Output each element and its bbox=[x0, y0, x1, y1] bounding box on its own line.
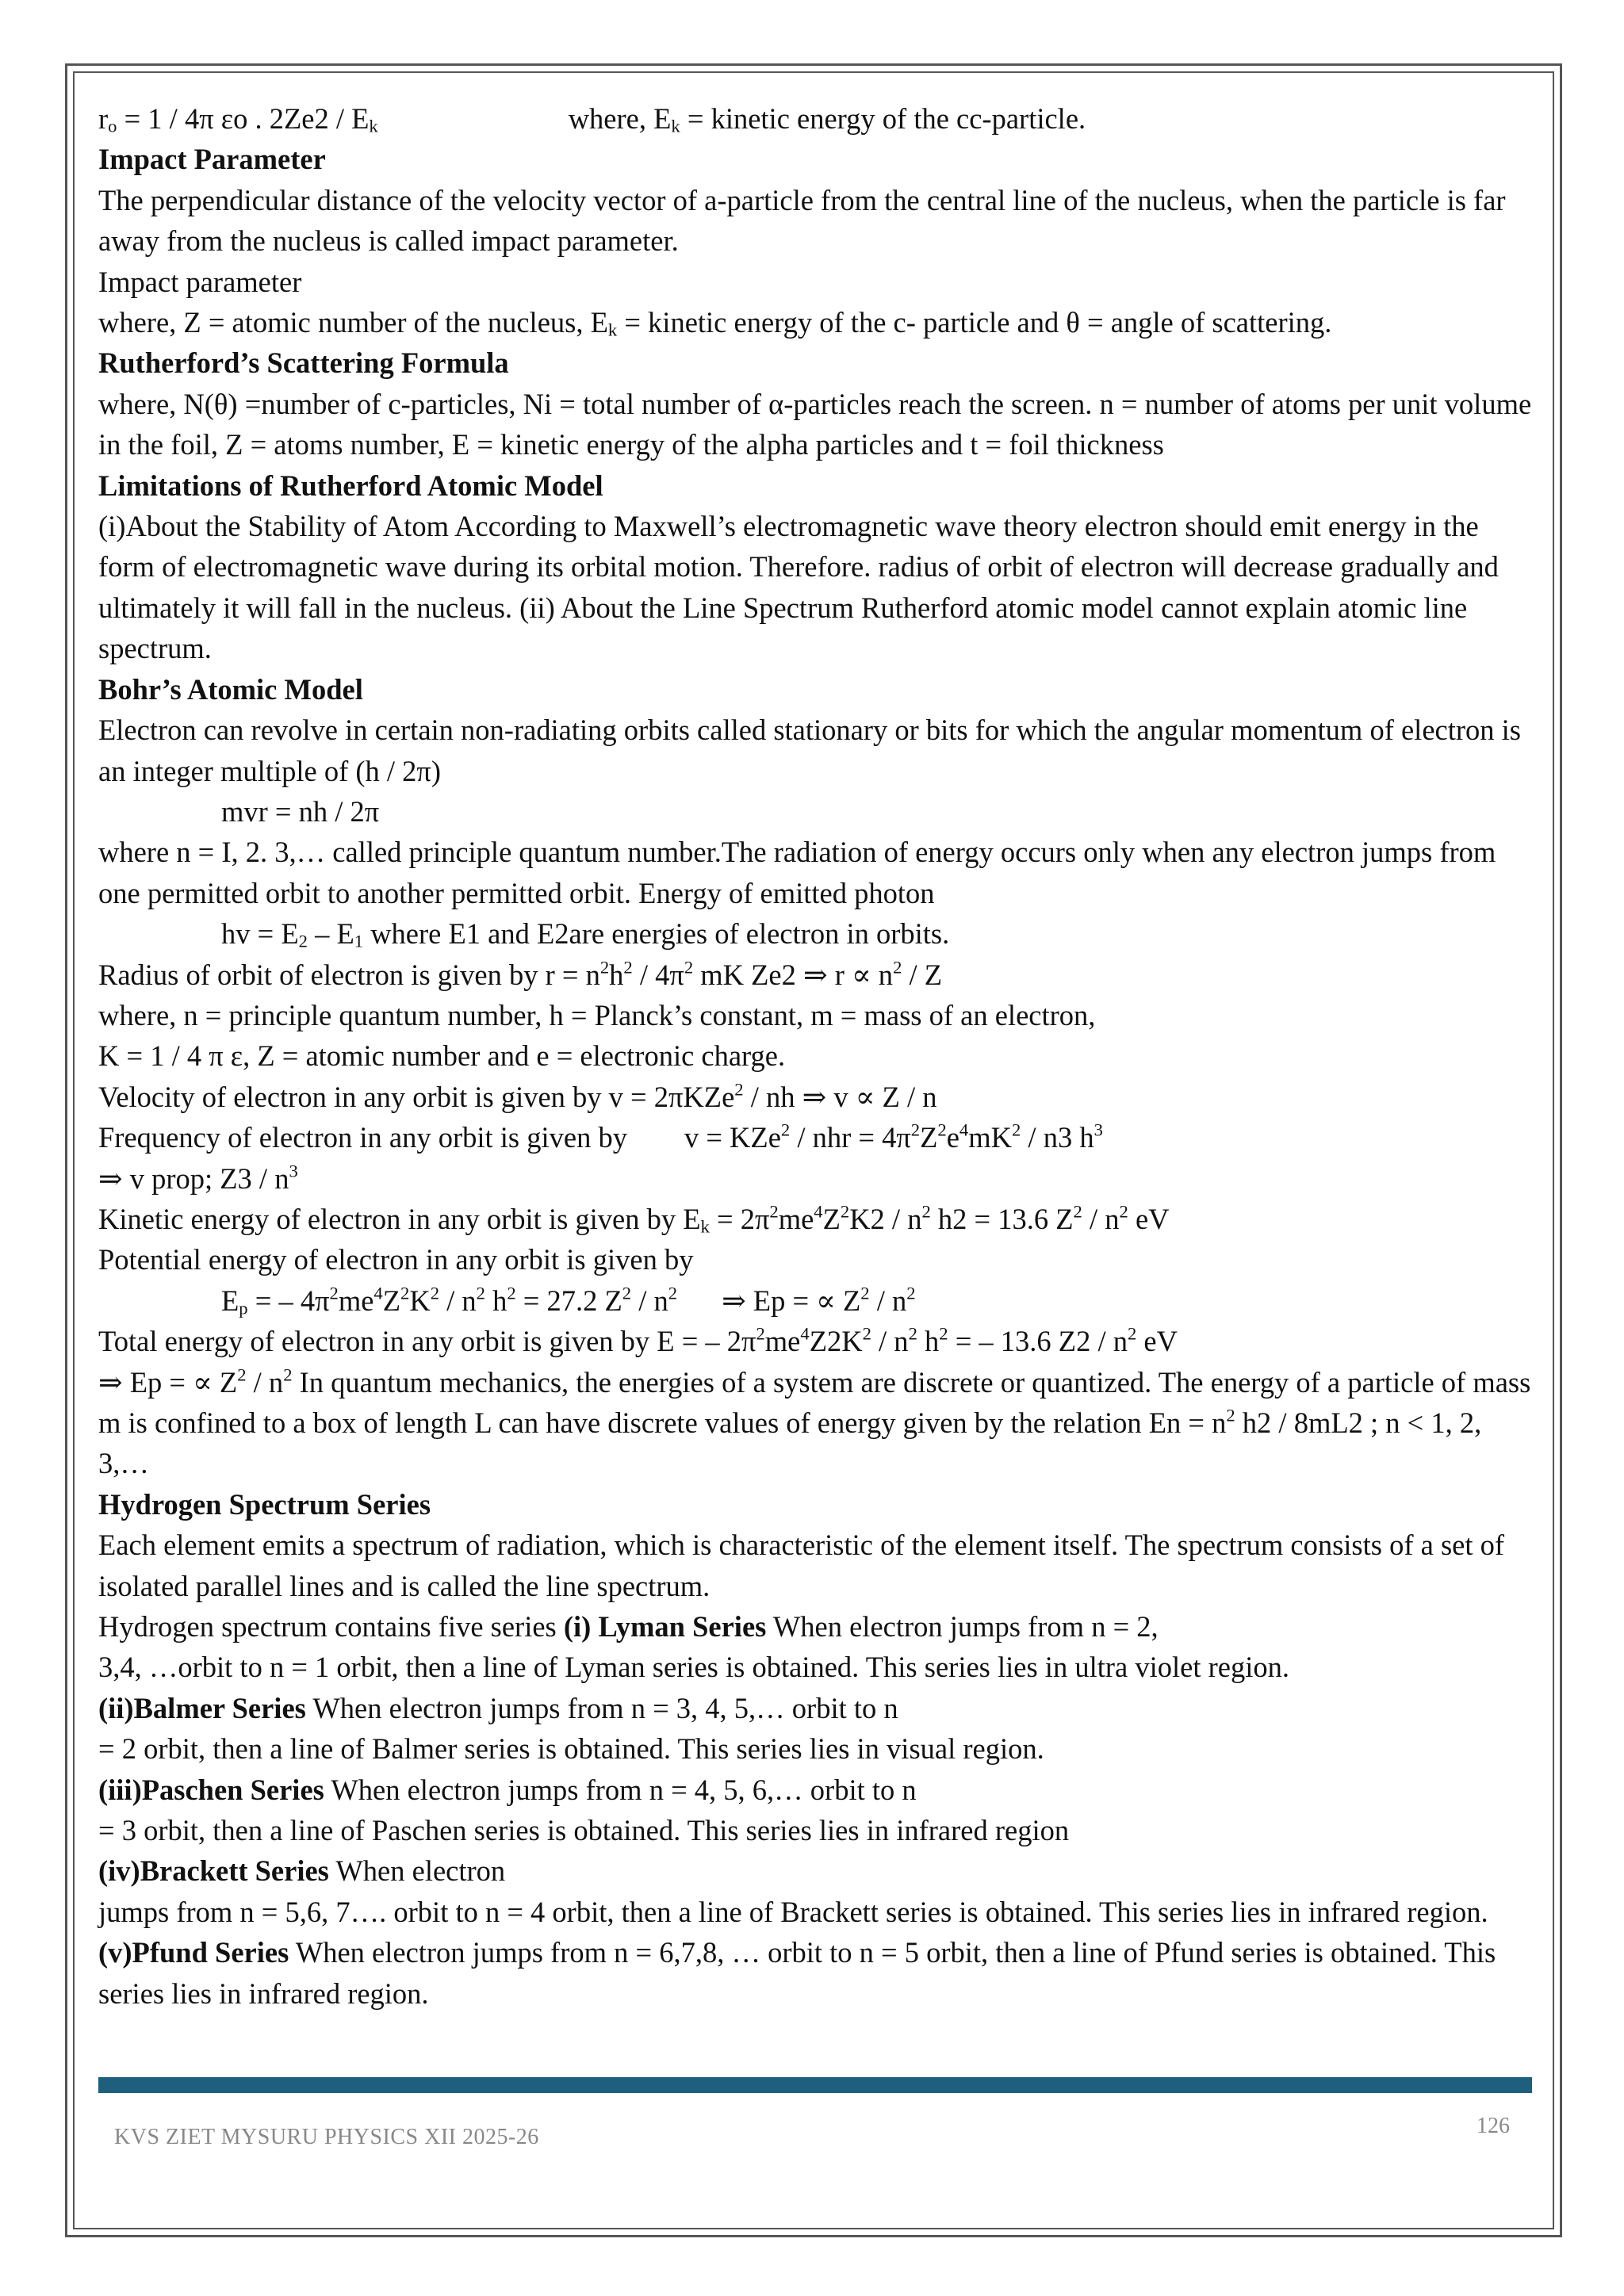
impact-definition: The perpendicular distance of the velocity vector of a-particle from the central line of the nucleus, when the particle is far away from the nucleus is called impact parameter. bbox=[98, 183, 1506, 258]
paschen-series-line-1: (iii)Paschen Series When electron jumps from n = 4, 5, 6,… orbit to n bbox=[98, 1773, 917, 1806]
impact-where: where, Z = atomic number of the nucleus, $E_k$ = kinetic energy of the c- particle and θ = angle of scattering. bbox=[98, 306, 1332, 340]
brackett-series-line-1: (iv)Brackett Series When electron bbox=[98, 1854, 506, 1888]
quantum-mechanics-text: ⇒ Ep = ∝ $Z^2 / n^2$ In quantum mechanics, the energies of a system are discrete or quantized. The energy of a particle of mass m is confined to a box of length L can have discrete values of energy given by the relation $En = n^2$ h2 / 8mL2 ; n < 1, 2, 3,… bbox=[98, 1364, 1531, 1480]
bohr-where: where n = I, 2. 3,… called principle quantum number.The radiation of energy occurs only when any electron jumps from one permitted orbit to another permitted orbit. Energy of emitted photon bbox=[98, 836, 1496, 909]
heading-hydrogen-spectrum: Hydrogen Spectrum Series bbox=[98, 1487, 431, 1521]
radius-where-1: where, n = principle quantum number, h = Planck’s constant, m = mass of an electron, bbox=[98, 998, 1096, 1031]
photon-energy-equation: hv = $E_2 - E_1$ where E1 and E2are energies of electron in orbits. bbox=[221, 917, 950, 951]
radius-where-2: K = 1 / 4 π ε, Z = atomic number and e = electronic charge. bbox=[98, 1039, 786, 1073]
heading-limitations: Limitations of Rutherford Atomic Model bbox=[98, 469, 603, 502]
total-energy-formula: Total energy of electron in any orbit is given by E = – $2\pi^2me^4Z2K^2 / n^2$ $h^2$ = – 13.6 $Z2 / n^2$ eV bbox=[98, 1323, 1178, 1358]
page-number: 126 bbox=[1477, 2114, 1510, 2138]
heading-impact-parameter: Impact Parameter bbox=[98, 143, 326, 176]
heading-bohr-model: Bohr’s Atomic Model bbox=[98, 672, 363, 706]
rutherford-where: where, N(θ) =number of c-particles, Ni = total number of α-particles reach the screen. n = number of atoms per unit volume in the foil, Z = atoms number, E = kinetic energy of the alpha particles and t = foil thickness bbox=[98, 387, 1532, 461]
balmer-series-line-1: (ii)Balmer Series When electron jumps from n = 3, 4, 5,… orbit to n bbox=[98, 1691, 898, 1724]
page-body bbox=[98, 98, 1534, 2014]
lyman-series-line-2: 3,4, …orbit to n = 1 orbit, then a line of Lyman series is obtained. This series lies in ultra violet region. bbox=[98, 1651, 1289, 1684]
velocity-formula: Velocity of electron in any orbit is given by v = 2πKZe$^2$ / nh ⇒ v ∝ Z / n bbox=[98, 1079, 937, 1113]
heading-rutherford-formula: Rutherford’s Scattering Formula bbox=[98, 346, 509, 380]
frequency-formula: Frequency of electron in any orbit is given by v = KZe$^2$ / nhr = $4\pi^2Z^2e^4mK^2 / n3$ $h^3$ bbox=[98, 1119, 1103, 1154]
impact-label: Impact parameter bbox=[98, 265, 302, 298]
bohr-equation: mvr = nh / 2π bbox=[221, 794, 380, 828]
pfund-series: (v)Pfund Series When electron jumps from n = 6,7,8, … orbit to n = 5 orbit, then a line of Pfund series is obtained. This series lies in infrared region. bbox=[98, 1936, 1496, 2010]
footer-title: KVS ZIET MYSURU PHYSICS XII 2025-26 bbox=[114, 2125, 539, 2149]
radius-formula: Radius of orbit of electron is given by $r = n^2h^2 / 4\pi^2$ mK Ze2 ⇒ $r \propto n^2 / Z$ bbox=[98, 956, 943, 991]
footer-rule-bar bbox=[98, 2077, 1532, 2093]
frequency-proportionality: ⇒ v prop; $Z3 / n^3$ bbox=[98, 1160, 298, 1195]
balmer-series-line-2: = 2 orbit, then a line of Balmer series is obtained. This series lies in visual region. bbox=[98, 1732, 1044, 1766]
paschen-series-line-2: = 3 orbit, then a line of Paschen series is obtained. This series lies in infrared region bbox=[98, 1814, 1070, 1847]
bohr-text: Electron can revolve in certain non-radiating orbits called stationary or bits for which the angular momentum of electron is an integer multiple of (h / 2π) bbox=[98, 714, 1521, 787]
potential-energy-formula: $E_p$ = – $4\pi^2me^4Z^2K^2 / n^2$ $h^2 = 27.2$ $Z^2 / n^2$ ⇒ Ep = ∝ $Z^2 / n^2$ bbox=[221, 1283, 916, 1318]
potential-energy-text: Potential energy of electron in any orbit is given by bbox=[98, 1243, 694, 1276]
limitations-text: (i)About the Stability of Atom According to Maxwell’s electromagnetic wave theory electron should emit energy in the form of electromagnetic wave during its orbital motion. Therefore. radius of orbit of electron will decrease gradually and ultimately it will fall in the nucleus. (ii) About the Line Spectrum Rutherford atomic model cannot explain atomic line spectrum. bbox=[98, 510, 1499, 665]
hydrogen-text: Each element emits a spectrum of radiation, which is characteristic of the element itself. The spectrum consists of a set of isolated parallel lines and is called the line spectrum. bbox=[98, 1529, 1505, 1602]
kinetic-energy-formula: Kinetic energy of electron in any orbit is given by $E_k = 2\pi^2me^4Z^2K2 / n^2$ h2 = 13.6 $Z^2 / n^2$ eV bbox=[98, 1201, 1170, 1237]
closest-approach-formula: $r_o = 1 / 4\pi$ εo . $2Ze2 / E_k$ where, $E_k$ = kinetic energy of the cc-particle. bbox=[98, 102, 1086, 136]
lyman-series-line-1: Hydrogen spectrum contains five series (i) Lyman Series When electron jumps from n = 2, bbox=[98, 1610, 1159, 1644]
brackett-series-line-2: jumps from n = 5,6, 7…. orbit to n = 4 orbit, then a line of Brackett series is obtained. This series lies in infrared region. bbox=[98, 1895, 1488, 1928]
